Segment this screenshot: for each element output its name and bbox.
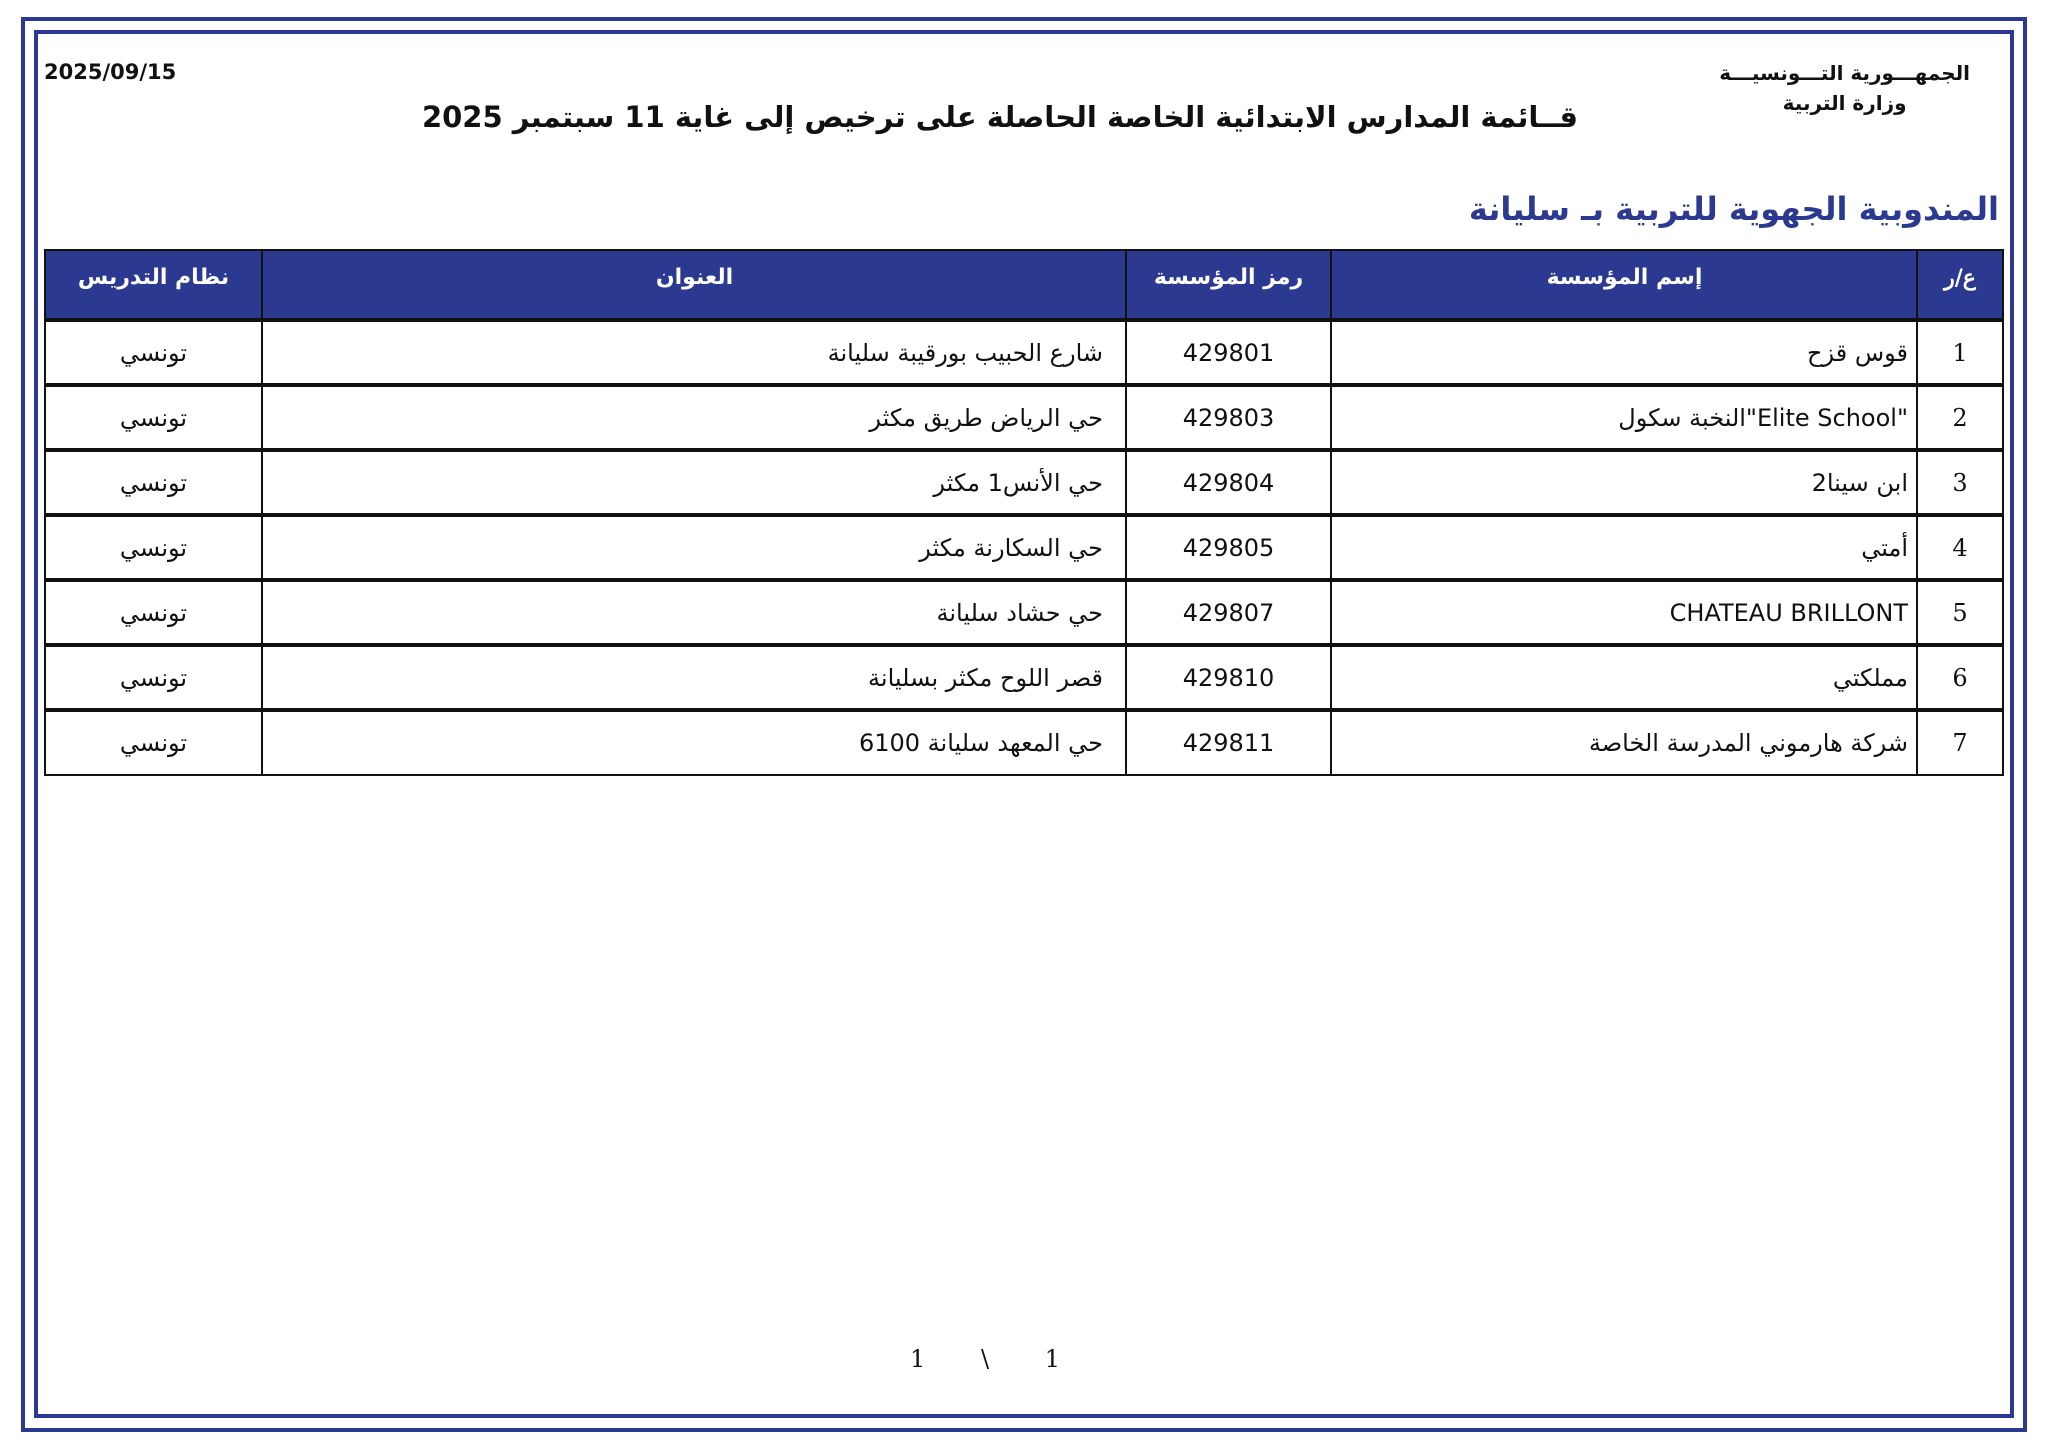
cell-code: 429803 xyxy=(1126,385,1331,450)
cell-system: تونسي xyxy=(45,320,262,385)
page-indicator xyxy=(910,1345,1060,1373)
cell-address: حي المعهد سليانة 6100 xyxy=(262,710,1126,775)
table-row xyxy=(45,320,2003,385)
page-separator: \ xyxy=(980,1345,990,1373)
cell-address: قصر اللوح مكثر بسليانة xyxy=(262,645,1126,710)
cell-code: 429801 xyxy=(1126,320,1331,385)
cell-name: CHATEAU BRILLONT xyxy=(1331,580,1917,645)
cell-system: تونسي xyxy=(45,710,262,775)
table-row xyxy=(45,645,2003,710)
cell-name: "Elite School"النخبة سكول xyxy=(1331,385,1917,450)
cell-num: 1 xyxy=(1917,320,2003,385)
table-row xyxy=(45,580,2003,645)
table-row xyxy=(45,450,2003,515)
cell-system: تونسي xyxy=(45,450,262,515)
cell-system: تونسي xyxy=(45,515,262,580)
cell-num: 6 xyxy=(1917,645,2003,710)
cell-num: 3 xyxy=(1917,450,2003,515)
cell-code: 429811 xyxy=(1126,710,1331,775)
cell-num: 7 xyxy=(1917,710,2003,775)
cell-address: حي الرياض طريق مكثر xyxy=(262,385,1126,450)
header-address: العنوان xyxy=(262,250,1126,320)
cell-address: حي حشاد سليانة xyxy=(262,580,1126,645)
cell-num: 5 xyxy=(1917,580,2003,645)
page-current: 1 xyxy=(1044,1345,1060,1373)
cell-name: ابن سينا2 xyxy=(1331,450,1917,515)
cell-code: 429805 xyxy=(1126,515,1331,580)
cell-address: حي الأنس1 مكثر xyxy=(262,450,1126,515)
cell-num: 4 xyxy=(1917,515,2003,580)
table-row xyxy=(45,515,2003,580)
header-system: نظام التدريس xyxy=(45,250,262,320)
table-row xyxy=(45,385,2003,450)
table-header-row xyxy=(45,250,2003,320)
cell-system: تونسي xyxy=(45,580,262,645)
cell-code: 429810 xyxy=(1126,645,1331,710)
header-num: ع/ر xyxy=(1917,250,2003,320)
republic-name: الجمهـــورية التـــونسيـــة xyxy=(1719,61,1970,85)
cell-name: أمتي xyxy=(1331,515,1917,580)
document-date: 2025/09/15 xyxy=(44,60,177,84)
cell-system: تونسي xyxy=(45,385,262,450)
cell-name: مملكتي xyxy=(1331,645,1917,710)
cell-num: 2 xyxy=(1917,385,2003,450)
page-total: 1 xyxy=(910,1345,926,1373)
schools-table xyxy=(44,249,2004,776)
cell-name: شركة هارموني المدرسة الخاصة xyxy=(1331,710,1917,775)
document-title: قــائمة المدارس الابتدائية الخاصة الحاصلة على ترخيص إلى غاية 11 سبتمبر 2025 xyxy=(421,100,1579,134)
cell-address: شارع الحبيب بورقيبة سليانة xyxy=(262,320,1126,385)
cell-code: 429807 xyxy=(1126,580,1331,645)
table-row xyxy=(45,710,2003,775)
cell-address: حي السكارنة مكثر xyxy=(262,515,1126,580)
header-code: رمز المؤسسة xyxy=(1126,250,1331,320)
ministry-name: وزارة التربية xyxy=(1782,91,1907,115)
cell-name: قوس قزح xyxy=(1331,320,1917,385)
header-name: إسم المؤسسة xyxy=(1331,250,1917,320)
cell-code: 429804 xyxy=(1126,450,1331,515)
region-heading: المندوبية الجهوية للتربية بـ سليانة xyxy=(1468,190,1999,228)
cell-system: تونسي xyxy=(45,645,262,710)
